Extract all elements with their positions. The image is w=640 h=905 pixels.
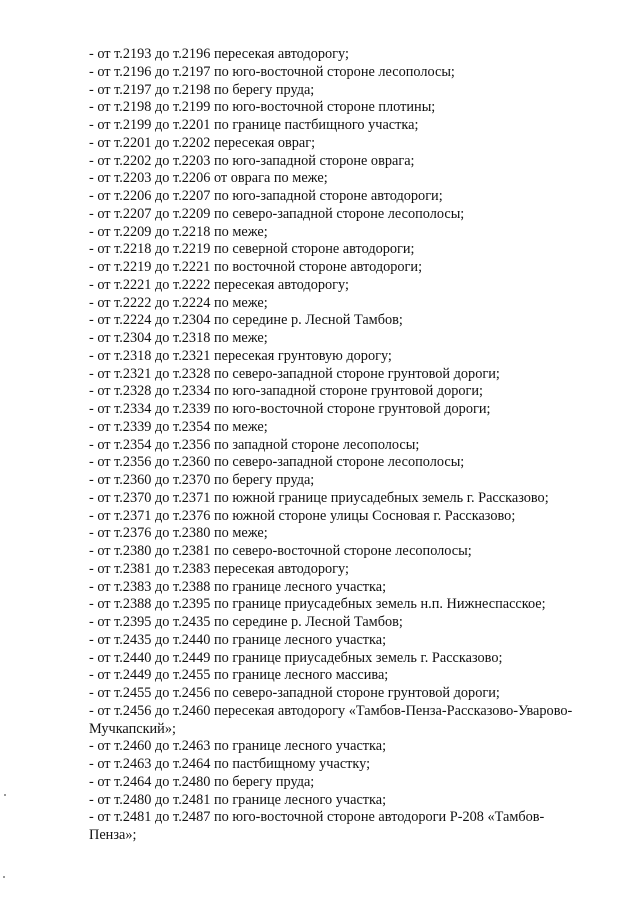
boundary-line: - от т.2435 до т.2440 по границе лесного участка; [89,631,387,648]
boundary-line: - от т.2222 до т.2224 по меже; [89,294,268,311]
boundary-line: - от т.2304 до т.2318 по меже; [89,330,268,346]
boundary-description-list [89,46,619,845]
boundary-line: - от т.2321 до т.2328 по северо-западной стороне грунтовой дороги; [89,365,500,382]
boundary-line: - от т.2456 до т.2460 пересекая автодорогу «Тамбов-Пенза-Рассказово-Уварово- [89,702,573,719]
boundary-line: - от т.2199 до т.2201 по границе пастбищного участка; [89,117,419,133]
boundary-line: Мучкапский»; [89,720,176,737]
boundary-line: - от т.2360 до т.2370 по берегу пруда; [89,472,315,488]
boundary-line: - от т.2328 до т.2334 по юго-западной стороне грунтовой дороги; [89,383,484,400]
boundary-line: - от т.2356 до т.2360 по северо-западной стороне лесополосы; [89,454,465,471]
boundary-line: - от т.2455 до т.2456 по северо-западной стороне грунтовой дороги; [89,685,500,701]
boundary-line: - от т.2221 до т.2222 пересекая автодорогу; [89,276,349,293]
boundary-line: - от т.2193 до т.2196 пересекая автодорогу; [89,46,349,62]
boundary-line: - от т.2354 до т.2356 по западной стороне лесополосы; [89,436,420,453]
boundary-line: - от т.2224 до т.2304 по середине р. Лесной Тамбов; [89,312,403,329]
boundary-line: - от т.2201 до т.2202 пересекая овраг; [89,134,316,151]
boundary-line: - от т.2370 до т.2371 по южной границе приусадебных земель г. Рассказово; [89,489,549,506]
boundary-line: - от т.2449 до т.2455 по границе лесного массива; [89,667,389,684]
boundary-line: - от т.2464 до т.2480 по берегу пруда; [89,773,315,790]
boundary-line: - от т.2376 до т.2380 по меже; [89,525,268,542]
boundary-line: - от т.2196 до т.2197 по юго-восточной стороне лесополосы; [89,63,455,80]
boundary-line: - от т.2202 до т.2203 по юго-западной стороне оврага; [89,152,415,169]
boundary-line: - от т.2388 до т.2395 по границе приусадебных земель н.п. Нижнеспасское; [89,596,546,613]
boundary-line: - от т.2198 до т.2199 по юго-восточной стороне плотины; [89,99,436,116]
boundary-line: - от т.2371 до т.2376 по южной стороне улицы Сосновая г. Рассказово; [89,507,516,524]
boundary-line: - от т.2339 до т.2354 по меже; [89,418,268,435]
boundary-line: - от т.2218 до т.2219 по северной стороне автодороги; [89,241,415,258]
boundary-line: - от т.2197 до т.2198 по берегу пруда; [89,81,315,98]
boundary-line: - от т.2440 до т.2449 по границе приусадебных земель г. Рассказово; [89,649,503,666]
scan-speck [4,794,6,796]
boundary-line: - от т.2318 до т.2321 пересекая грунтовую дорогу; [89,347,392,364]
boundary-line: - от т.2395 до т.2435 по середине р. Лесной Тамбов; [89,614,403,630]
boundary-line: - от т.2380 до т.2381 по северо-восточной стороне лесополосы; [89,543,472,559]
boundary-line: - от т.2463 до т.2464 по пастбищному участку; [89,756,371,772]
scan-speck [3,876,5,878]
boundary-line: - от т.2334 до т.2339 по юго-восточной стороне грунтовой дороги; [89,401,491,417]
boundary-line: - от т.2203 до т.2206 от оврага по меже; [89,170,328,187]
boundary-line: - от т.2206 до т.2207 по юго-западной стороне автодороги; [89,188,443,204]
boundary-line: - от т.2460 до т.2463 по границе лесного участка; [89,738,387,755]
boundary-line: - от т.2480 до т.2481 по границе лесного участка; [89,791,387,808]
boundary-line: - от т.2209 до т.2218 по меже; [89,223,268,240]
boundary-line: Пенза»; [89,827,137,843]
boundary-line: - от т.2383 до т.2388 по границе лесного участка; [89,578,387,595]
boundary-line: - от т.2207 до т.2209 по северо-западной стороне лесополосы; [89,205,465,222]
boundary-line: - от т.2219 до т.2221 по восточной стороне автодороги; [89,259,423,275]
boundary-line: - от т.2381 до т.2383 пересекая автодорогу; [89,560,349,577]
boundary-line: - от т.2481 до т.2487 по юго-восточной стороне автодороги Р-208 «Тамбов- [89,809,545,826]
